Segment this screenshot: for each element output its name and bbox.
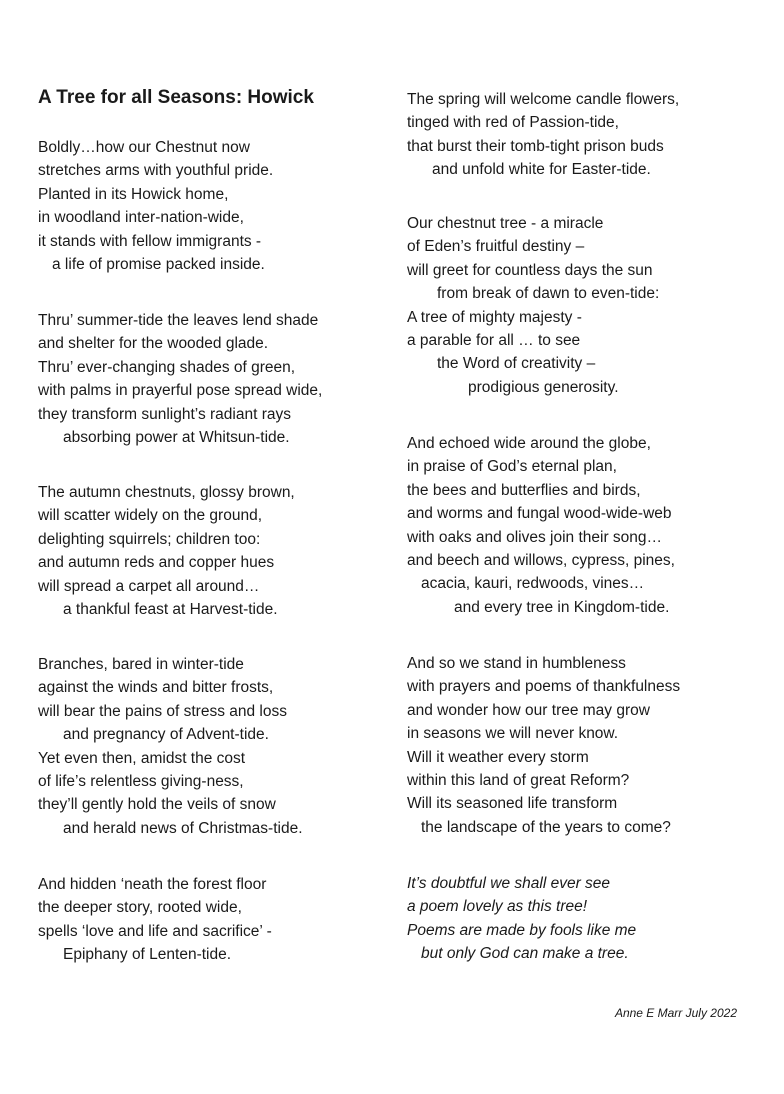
stanza bbox=[38, 481, 295, 621]
poem-line: will bear the pains of stress and loss bbox=[38, 702, 287, 720]
poem-line: Yet even then, amidst the cost bbox=[38, 749, 246, 767]
poem-line: The spring will welcome candle flowers, bbox=[407, 91, 680, 108]
poem-line: from break of dawn to even-tide: bbox=[437, 285, 660, 303]
author-signature: Anne E Marr July 2022 bbox=[614, 1006, 737, 1020]
poem-line: will spread a carpet all around… bbox=[38, 577, 260, 595]
poem-line: and shelter for the wooded glade. bbox=[38, 335, 269, 353]
poem-line: the Word of creativity – bbox=[437, 355, 596, 373]
stanza bbox=[38, 309, 322, 449]
poem-line: a parable for all … to see bbox=[407, 332, 581, 350]
stanza bbox=[407, 652, 680, 839]
poem-line: and every tree in Kingdom-tide. bbox=[454, 598, 670, 616]
stanza bbox=[38, 136, 273, 276]
poem-line: Epiphany of Lenten-tide. bbox=[63, 946, 232, 964]
poem-line: a thankful feast at Harvest-tide. bbox=[63, 601, 278, 619]
poem-line: It’s doubtful we shall ever see bbox=[407, 875, 611, 892]
poem-line: but only God can make a tree. bbox=[421, 945, 629, 963]
poem-line: the bees and butterflies and birds, bbox=[407, 481, 641, 499]
poem-line: against the winds and bitter frosts, bbox=[38, 679, 274, 697]
poem-line: Thru’ summer-tide the leaves lend shade bbox=[38, 312, 319, 329]
stanza bbox=[407, 88, 679, 182]
poem-line: Branches, bared in winter-tide bbox=[38, 656, 244, 673]
poem-line: it stands with fellow immigrants - bbox=[38, 232, 262, 250]
poem-line: spells ‘love and life and sacrifice’ - bbox=[38, 922, 272, 940]
poem-line: and autumn reds and copper hues bbox=[38, 554, 275, 572]
poem-line: in praise of God’s eternal plan, bbox=[407, 458, 617, 476]
poem-line: they’ll gently hold the veils of snow bbox=[38, 796, 276, 814]
poem-line: will scatter widely on the ground, bbox=[38, 507, 263, 525]
stanza bbox=[38, 653, 303, 840]
poem-line: Will its seasoned life transform bbox=[407, 795, 618, 813]
poem-line: that burst their tomb-tight prison buds bbox=[407, 137, 664, 155]
stanza bbox=[407, 212, 659, 399]
poem-line: Our chestnut tree - a miracle bbox=[407, 215, 604, 232]
poem-line: And so we stand in humbleness bbox=[407, 655, 626, 672]
poem-line: absorbing power at Whitsun-tide. bbox=[63, 429, 290, 447]
poem-line: stretches arms with youthful pride. bbox=[38, 162, 274, 180]
poem-line: with prayers and poems of thankfulness bbox=[407, 678, 681, 696]
poem-line: and herald news of Christmas-tide. bbox=[63, 819, 303, 837]
poem-line: delighting squirrels; children too: bbox=[38, 530, 261, 548]
stanza bbox=[407, 432, 675, 619]
poem-line: will greet for countless days the sun bbox=[407, 261, 653, 279]
poem-line: with oaks and olives join their song… bbox=[407, 528, 663, 546]
poem-line: And hidden ‘neath the forest floor bbox=[38, 876, 267, 893]
poem-line: acacia, kauri, redwoods, vines… bbox=[421, 575, 645, 593]
poem-line: A tree of mighty majesty - bbox=[407, 308, 582, 326]
poem-line: the deeper story, rooted wide, bbox=[38, 899, 242, 917]
poem-line: of life’s relentless giving-ness, bbox=[38, 773, 244, 791]
poem-line: with palms in prayerful pose spread wide, bbox=[38, 382, 323, 400]
poem-line: a life of promise packed inside. bbox=[52, 256, 265, 274]
poem-line: and wonder how our tree may grow bbox=[407, 701, 650, 719]
poem-line: And echoed wide around the globe, bbox=[407, 435, 651, 452]
poem-line: in woodland inter-nation-wide, bbox=[38, 209, 244, 227]
poem-title: A Tree for all Seasons: Howick bbox=[38, 87, 314, 108]
poem-line: they transform sunlight’s radiant rays bbox=[38, 405, 291, 423]
poem-line: tinged with red of Passion-tide, bbox=[407, 114, 619, 132]
poem-line: in seasons we will never know. bbox=[407, 725, 619, 743]
poem-line: a poem lovely as this tree! bbox=[407, 898, 588, 916]
poem-line: The autumn chestnuts, glossy brown, bbox=[38, 484, 295, 501]
poem-line: and unfold white for Easter-tide. bbox=[432, 161, 651, 179]
stanza bbox=[38, 873, 272, 967]
poem-line: and beech and willows, cypress, pines, bbox=[407, 552, 675, 570]
poem-line: Thru’ ever-changing shades of green, bbox=[38, 358, 296, 376]
poem-line: the landscape of the years to come? bbox=[421, 818, 671, 836]
poem-line: Will it weather every storm bbox=[407, 748, 589, 766]
poem-line: Boldly…how our Chestnut now bbox=[38, 139, 250, 156]
poem-line: within this land of great Reform? bbox=[407, 772, 630, 790]
stanza bbox=[407, 872, 636, 966]
poem-line: prodigious generosity. bbox=[468, 378, 619, 396]
poem-line: of Eden’s fruitful destiny – bbox=[407, 238, 585, 256]
poem-line: Poems are made by fools like me bbox=[407, 921, 637, 939]
poem-line: Planted in its Howick home, bbox=[38, 185, 229, 203]
poem-line: and pregnancy of Advent-tide. bbox=[63, 726, 269, 744]
poem-line: and worms and fungal wood-wide-web bbox=[407, 505, 672, 523]
